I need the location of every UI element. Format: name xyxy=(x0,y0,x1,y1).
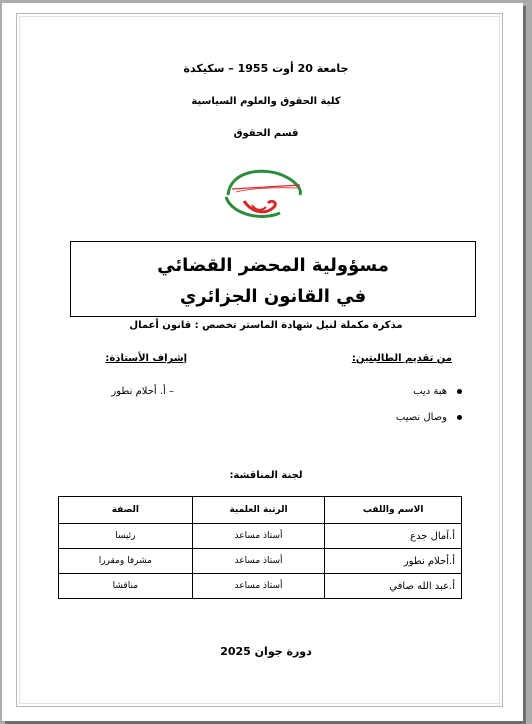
session-label: دورة جوان 2025 xyxy=(220,645,312,658)
students-heading: من تقديم الطالبتين: xyxy=(351,353,452,364)
thesis-title-box xyxy=(70,241,476,317)
member-name: أ.آمال جدع xyxy=(325,524,462,549)
column-header-rank: الرتبة العلمية xyxy=(192,497,325,524)
member-name: أ.عبد الله صافي xyxy=(325,574,462,599)
student-item xyxy=(413,386,462,397)
bullet-icon xyxy=(457,389,462,394)
table-row xyxy=(59,574,462,599)
university-name: جامعة 20 أوت 1955 – سكيكدة xyxy=(183,62,349,75)
thesis-subtitle: مذكرة مكملة لنيل شهادة الماستر تخصص : قانون أعمال xyxy=(129,320,403,331)
member-rank: أستاذ مساعد xyxy=(192,524,325,549)
member-rank: أستاذ مساعد xyxy=(192,549,325,574)
thesis-title-line1: مسؤولية المحضر القضائي xyxy=(157,255,389,276)
member-name: أ.أحلام نطور xyxy=(325,549,462,574)
student-name: هبة ديب xyxy=(413,386,447,397)
table-row xyxy=(59,549,462,574)
member-rank: أستاذ مساعد xyxy=(192,574,325,599)
student-name: وصال نصيب xyxy=(395,412,447,423)
faculty-name: كلية الحقوق والعلوم السياسية xyxy=(191,96,341,107)
student-item xyxy=(396,412,462,423)
university-logo xyxy=(222,161,308,223)
supervisor-heading: إشراف الأستاذة: xyxy=(105,353,187,364)
member-role: رئيسا xyxy=(59,524,193,549)
column-header-name: الاسم واللقب xyxy=(325,497,462,524)
column-header-role: الصفة xyxy=(59,497,193,524)
table-row xyxy=(59,524,462,549)
department-name: قسم الحقوق xyxy=(233,128,299,139)
table-header-row xyxy=(59,497,462,524)
member-role: مناقشا xyxy=(59,574,193,599)
committee-table xyxy=(58,496,462,599)
thesis-title-line2: في القانون الجزائري xyxy=(179,286,367,307)
member-role: مشرفا ومقررا xyxy=(59,549,193,574)
bullet-icon xyxy=(457,415,462,420)
supervisor-name: – أ. أحلام نطور xyxy=(111,386,174,397)
committee-heading: لجنة المناقشة: xyxy=(229,470,303,481)
